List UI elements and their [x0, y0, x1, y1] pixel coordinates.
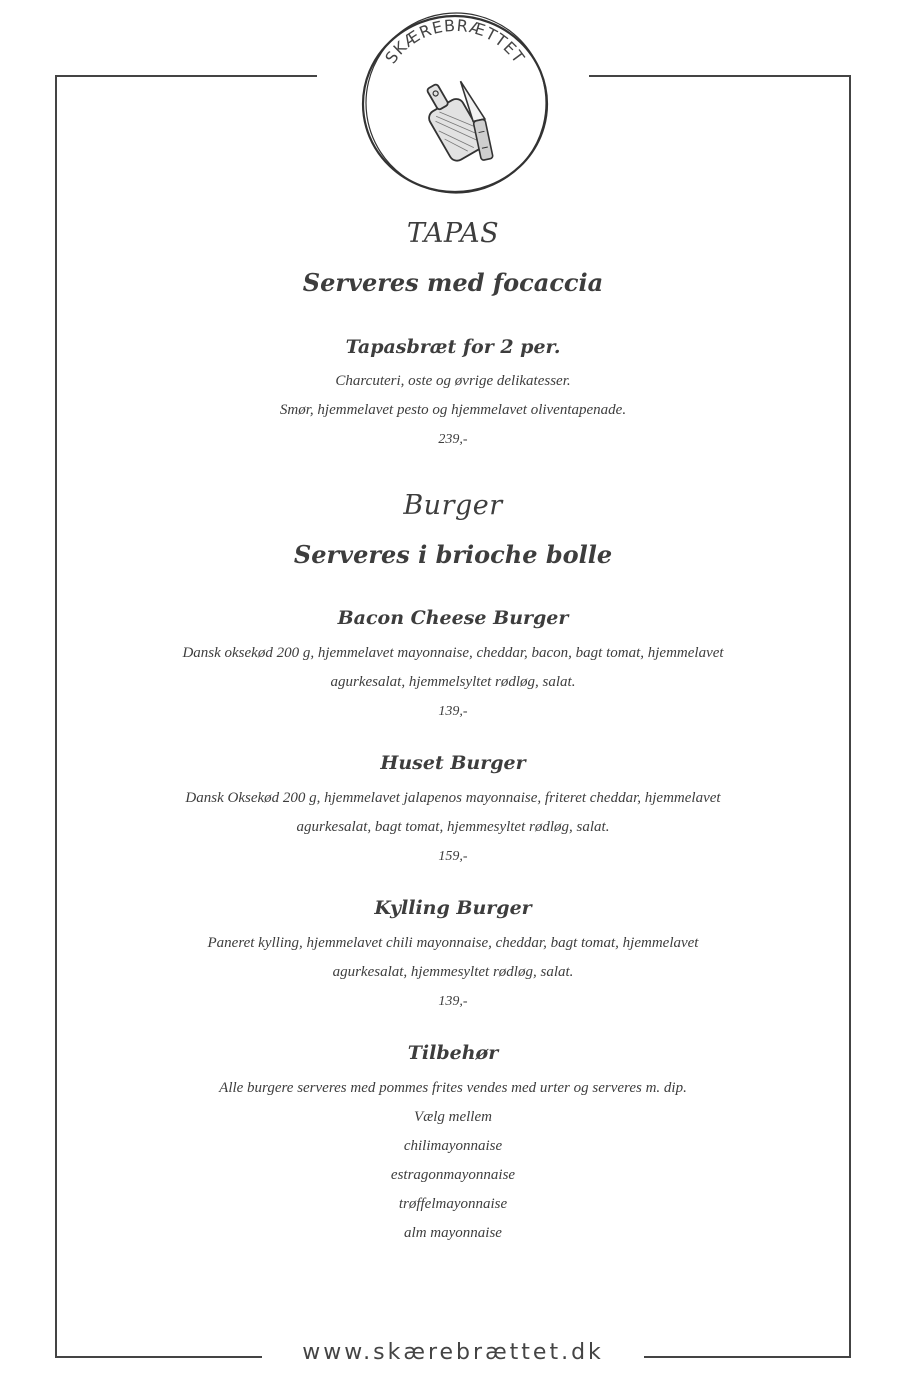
- logo-text: SKÆREBRÆTTET: [381, 15, 529, 68]
- tapas-item-line-2: Smør, hjemmelavet pesto og hjemmelavet oliventapenade.: [279, 402, 627, 418]
- tilbehor-option: chilimayonnaise: [403, 1138, 503, 1154]
- burger-item-name: Kylling Burger: [374, 897, 532, 919]
- burger-subtitle: Serveres i brioche bolle: [293, 540, 613, 569]
- burger-item-price: 159,-: [438, 849, 468, 864]
- svg-text:SKÆREBRÆTTET: [381, 16, 529, 67]
- burger-item-line-2: agurkesalat, hjemmesyltet rødløg, salat.: [332, 964, 574, 980]
- tilbehor-option: trøffelmayonnaise: [398, 1196, 508, 1212]
- cutting-board-knife-icon: [415, 77, 493, 164]
- burger-item-price: 139,-: [438, 994, 468, 1009]
- tapas-item-name: Tapasbræt for 2 per.: [345, 336, 561, 358]
- tilbehor-option: estragonmayonnaise: [390, 1167, 516, 1183]
- tapas-item-price: 239,-: [438, 432, 468, 447]
- burger-item-name: Bacon Cheese Burger: [337, 607, 569, 629]
- burger-item-price: 139,-: [438, 704, 468, 719]
- tapas-item-line-1: Charcuteri, oste og øvrige delikatesser.: [335, 373, 571, 389]
- burger-item-line-1: Dansk Oksekød 200 g, hjemmelavet jalapenos mayonnaise, friteret cheddar, hjemmelavet: [185, 790, 721, 806]
- burger-item-line-2: agurkesalat, hjemmelsyltet rødløg, salat.: [330, 674, 576, 690]
- tilbehor-line: Alle burgere serveres med pommes frites vendes med urter og serveres m. dip.: [219, 1080, 687, 1096]
- burger-item-line-2: agurkesalat, bagt tomat, hjemmesyltet rødløg, salat.: [296, 819, 610, 835]
- frame-top-left: [55, 75, 317, 77]
- burger-item-line-1: Paneret kylling, hjemmelavet chili mayonnaise, cheddar, bagt tomat, hjemmelavet: [207, 935, 699, 951]
- burger-title: Burger: [403, 490, 503, 521]
- tapas-subtitle: Serveres med focaccia: [302, 268, 604, 297]
- website-link[interactable]: www.skærebrættet.dk: [302, 1340, 604, 1365]
- tilbehor-option: alm mayonnaise: [404, 1225, 502, 1241]
- logo: [345, 0, 565, 215]
- tilbehor-line: Vælg mellem: [414, 1109, 492, 1125]
- frame-top-right: [589, 75, 851, 77]
- burger-item-line-1: Dansk oksekød 200 g, hjemmelavet mayonnaise, cheddar, bacon, bagt tomat, hjemmelavet: [182, 645, 724, 661]
- tilbehor-title: Tilbehør: [407, 1042, 499, 1064]
- tapas-title: TAPAS: [406, 218, 500, 249]
- burger-item-name: Huset Burger: [380, 752, 526, 774]
